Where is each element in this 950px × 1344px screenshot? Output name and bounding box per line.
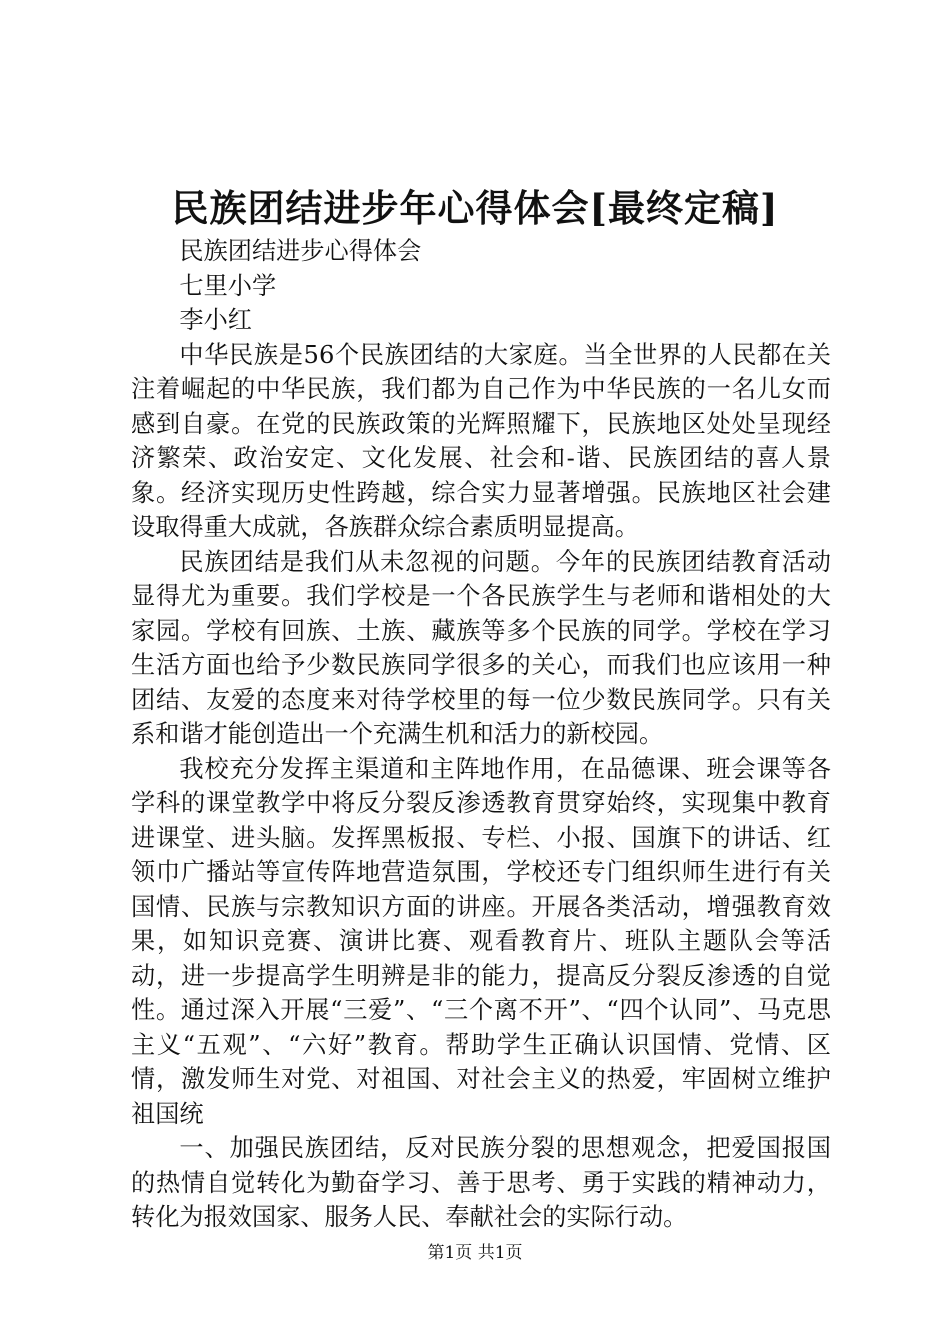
document-title: 民族团结进步年心得体会[最终定稿] — [171, 186, 779, 230]
body-paragraph: 民族团结是我们从未忽视的问题。今年的民族团结教育活动显得尤为重要。我们学校是一个各民族学生与老师和谐相处的大家园。学校有回族、土族、藏族等多个民族的同学。学校在学习生活方面也给予少数民族同学很多的关心，而我们也应该用一种团结、友爱的态度来对待学校里的每一位少数民族同学。只有关系和谐才能创造出一个充满生机和活力的新校园。 — [131, 547, 831, 748]
body-paragraph: 一、加强民族团结，反对民族分裂的思想观念，把爱国报国的热情自觉转化为勤奋学习、善于思考、勇于实践的精神动力，转化为报效国家、服务人民、奉献社会的实际行动。 — [131, 1134, 831, 1231]
page-footer: 第1页 共1页 — [427, 1243, 523, 1263]
school-name: 七里小学 — [179, 271, 277, 300]
document-subtitle: 民族团结进步心得体会 — [179, 237, 422, 265]
author-name: 李小红 — [179, 306, 252, 334]
document-body — [131, 234, 831, 1235]
body-paragraph: 中华民族是56个民族团结的大家庭。当全世界的人民都在关注着崛起的中华民族，我们都为自己作为中华民族的一名儿女而感到自豪。在党的民族政策的光辉照耀下，民族地区处处呈现经济繁荣、政治安定、文化发展、社会和-谐、民族团结的喜人景象。经济实现历史性跨越，综合实力显著增强。民族地区社会建设取得重大成就，各族群众综合素质明显提高。 — [131, 340, 831, 541]
body-paragraph: 我校充分发挥主渠道和主阵地作用，在品德课、班会课等各学科的课堂教学中将反分裂反渗透教育贯穿始终，实现集中教育进课堂、进头脑。发挥黑板报、专栏、小报、国旗下的讲话、红领巾广播站等宣传阵地营造氛围，学校还专门组织师生进行有关国情、民族与宗教知识方面的讲座。开展各类活动，增强教育效果，如知识竞赛、演讲比赛、观看教育片、班队主题队会等活动，进一步提高学生明辨是非的能力，提高反分裂反渗透的自觉性。通过深入开展“三爱”、“三个离不开”、“四个认同”、马克思主义“五观”、“六好”教育。帮助学生正确认识国情、党情、区情，激发师生对党、对祖国、对社会主义的热爱，牢固树立维护祖国统 — [131, 754, 831, 1128]
